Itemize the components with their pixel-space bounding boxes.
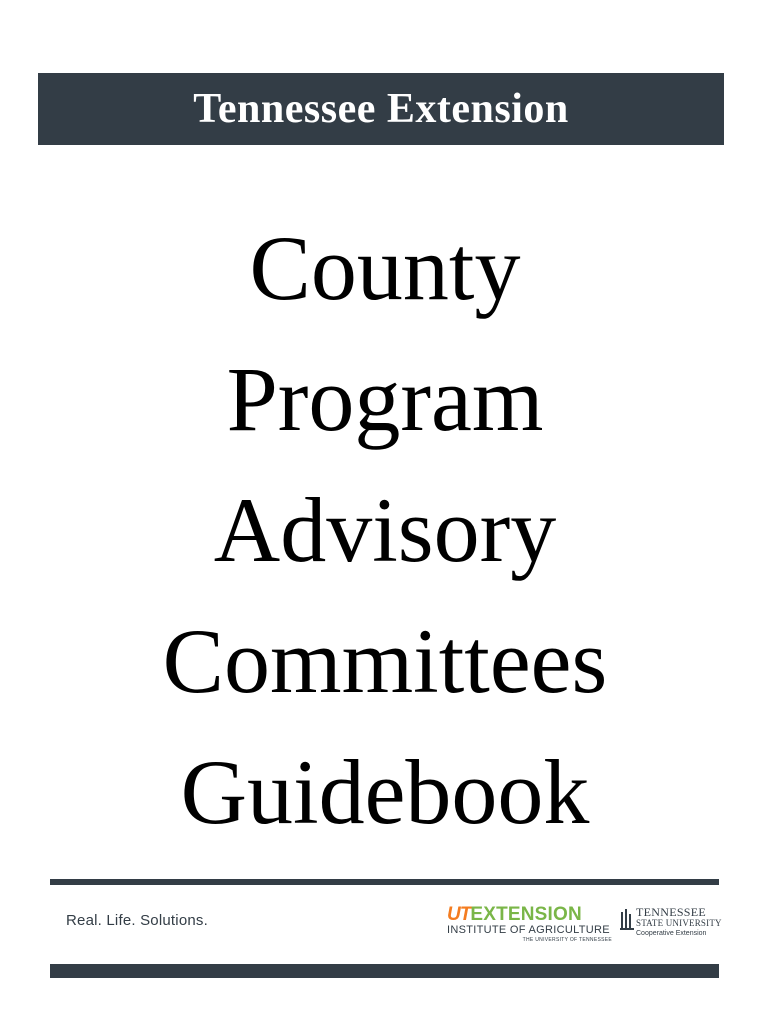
tsu-logo (620, 905, 722, 946)
tsu-name-line1: TENNESSEE (636, 905, 707, 919)
document-title (0, 203, 770, 858)
footer-divider-bottom (50, 964, 719, 978)
banner-title: Tennessee Extension (193, 86, 569, 132)
ut-mark: UT (447, 904, 471, 925)
ut-university-text: THE UNIVERSITY OF TENNESSEE (522, 937, 612, 943)
ut-extension-logo (447, 905, 612, 947)
tagline: Real. Life. Solutions. (66, 912, 208, 929)
title-line-guidebook: Guidebook (180, 741, 590, 843)
tsu-subtitle: Cooperative Extension (636, 930, 707, 937)
ut-institute-text: INSTITUTE OF AGRICULTURE (447, 924, 610, 936)
title-line-program: Program (226, 348, 544, 450)
ut-extension-wordmark: EXTENSION (470, 904, 582, 925)
tsu-building-icon (620, 908, 634, 930)
title-line-advisory: Advisory (213, 479, 557, 581)
tsu-name-line2: STATE UNIVERSITY (636, 918, 722, 928)
header-banner (38, 73, 724, 145)
title-line-county: County (249, 217, 521, 319)
title-line-committees: Committees (162, 610, 608, 712)
footer-divider-top (50, 879, 719, 885)
